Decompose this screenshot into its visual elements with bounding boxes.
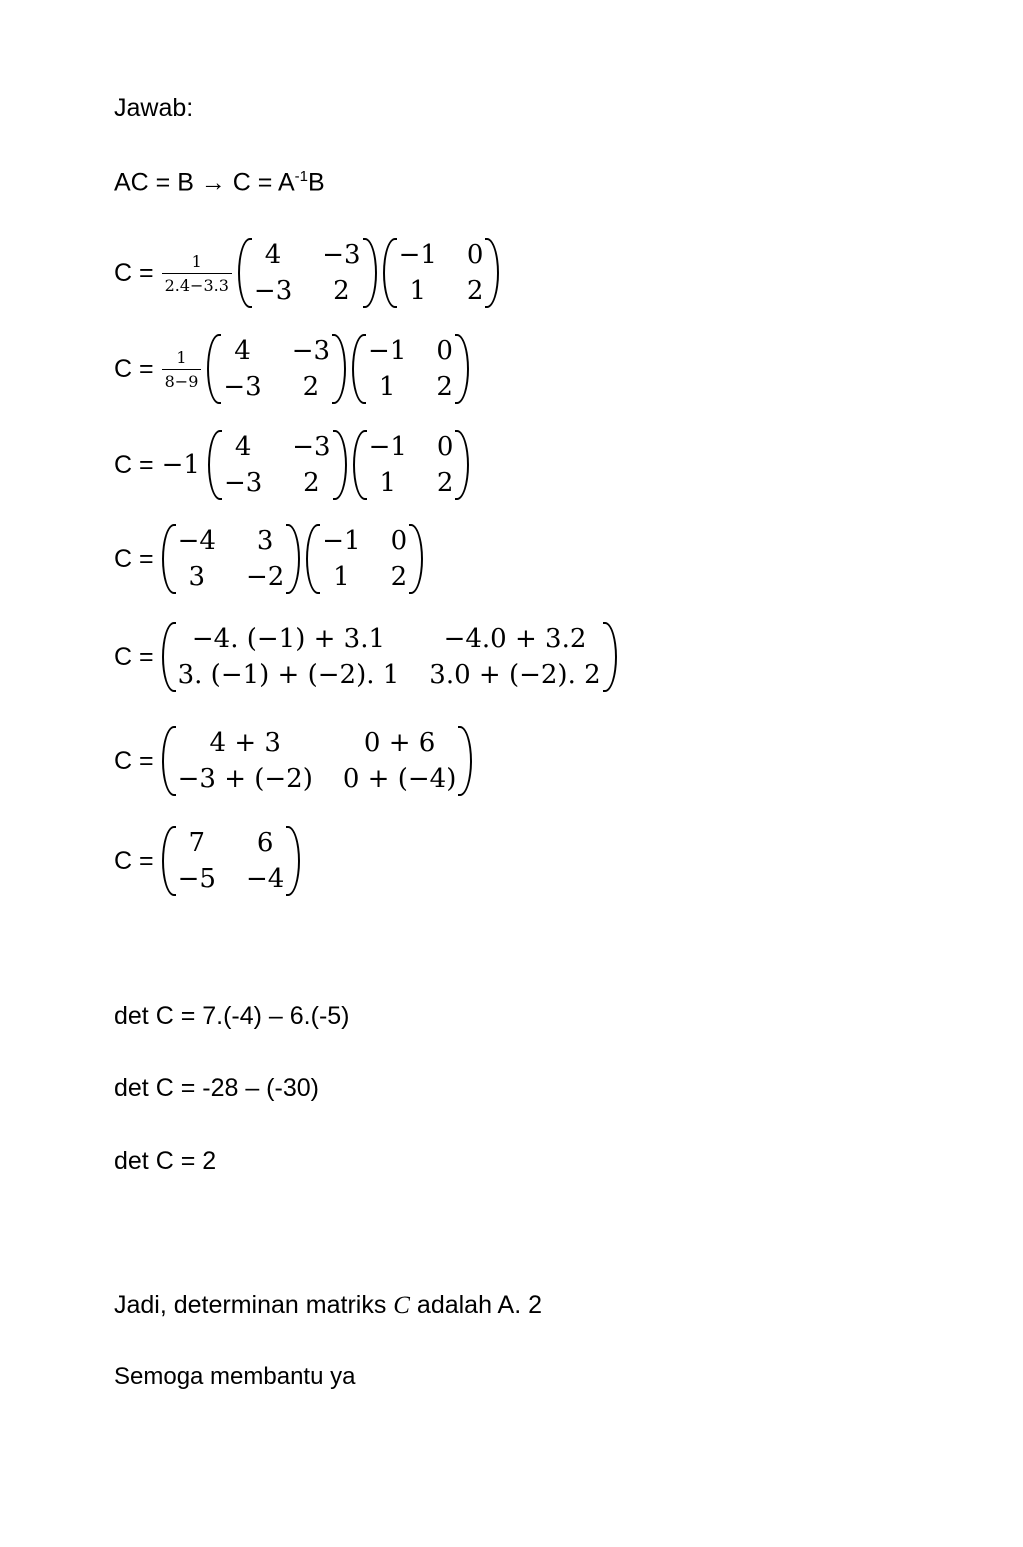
- matrix-cell: −1: [398, 240, 437, 270]
- heading-jawab: Jawab:: [114, 94, 194, 122]
- det-line-3: det C = 2: [114, 1147, 217, 1175]
- matrix-cell: 2: [390, 562, 408, 592]
- matrix-cell: 1: [333, 562, 350, 592]
- closing-note: Semoga membantu ya: [114, 1363, 356, 1390]
- matrix-c-result: [162, 826, 301, 896]
- matrix-cell: −3: [223, 468, 263, 498]
- matrix-cell: −1: [322, 526, 361, 556]
- fraction-denominator: 8−9: [162, 369, 202, 391]
- matrix-cell: 1: [409, 276, 426, 306]
- matrix-cell: −4: [177, 526, 216, 556]
- matrix-cell: −4.0 + 3.2: [443, 624, 587, 654]
- inverse-exponent: -1: [294, 168, 308, 185]
- matrix-cell: 3: [256, 526, 274, 556]
- conclusion-variable: C: [393, 1292, 410, 1319]
- matrix-a-adjugate: [238, 238, 377, 308]
- equation-ac-b: [114, 168, 325, 197]
- fraction-numerator: 1: [191, 251, 202, 271]
- c-equals: C =: [114, 450, 154, 479]
- matrix-cell: −3: [292, 432, 331, 462]
- matrix-cell: 6: [256, 828, 274, 858]
- matrix-product-simplified: [162, 726, 473, 796]
- conclusion-after: adalah A. 2: [409, 1291, 543, 1319]
- c-equals: C =: [114, 846, 154, 875]
- matrix-cell: 4 + 3: [209, 728, 281, 758]
- matrix-cell: −4. (−1) + 3.1: [191, 624, 386, 654]
- matrix-cell: 0: [466, 240, 484, 270]
- matrix-cell: 0 + 6: [363, 728, 436, 758]
- det-line-2: det C = -28 – (-30): [114, 1074, 319, 1102]
- matrix-cell: 3. (−1) + (−2). 1: [177, 660, 400, 690]
- step-1-equation: [114, 238, 505, 308]
- step-4-equation: [114, 524, 429, 594]
- matrix-cell: 4: [264, 240, 282, 270]
- equation-ac-rhs: B: [307, 168, 325, 197]
- matrix-cell: 4: [234, 432, 252, 462]
- matrix-cell: 4: [234, 336, 251, 366]
- matrix-cell: 7: [188, 828, 206, 858]
- matrix-a-adjugate: [208, 430, 347, 500]
- step-6-equation: [114, 726, 478, 796]
- fraction: [162, 348, 202, 391]
- matrix-cell: 2: [436, 372, 453, 402]
- matrix-cell: 0: [390, 526, 408, 556]
- matrix-a-adjugate: [207, 334, 346, 404]
- matrix-cell: −3: [322, 240, 361, 270]
- matrix-cell: 3.0 + (−2). 2: [429, 660, 601, 690]
- matrix-cell: 1: [378, 372, 396, 402]
- matrix-cell: 0 + (−4): [342, 764, 457, 794]
- equation-ac-lhs: AC = B → C = A: [114, 168, 295, 197]
- matrix-cell: 2: [333, 276, 350, 306]
- step-2-equation: [114, 334, 475, 404]
- fraction: [162, 252, 232, 295]
- matrix-cell: −3: [253, 276, 293, 306]
- c-equals: C =: [114, 642, 154, 671]
- c-equals: C =: [114, 354, 154, 383]
- matrix-cell: −4: [245, 864, 285, 894]
- fraction-numerator: 1: [176, 347, 187, 367]
- matrix-product-expanded: [162, 622, 617, 692]
- matrix-cell: 2: [436, 468, 454, 498]
- c-equals: C =: [114, 544, 154, 573]
- matrix-cell: 2: [466, 276, 484, 306]
- matrix-cell: 1: [379, 468, 397, 498]
- det-line-1: det C = 7.(-4) – 6.(-5): [114, 1002, 350, 1030]
- c-equals: C =: [114, 746, 154, 775]
- matrix-cell: −1: [368, 432, 407, 462]
- conclusion-before: Jadi, determinan matriks: [114, 1291, 394, 1319]
- step-5-equation: [114, 622, 623, 692]
- matrix-cell: −1: [368, 336, 407, 366]
- matrix-neg-adjugate: [162, 524, 301, 594]
- matrix-cell: 0: [436, 432, 454, 462]
- matrix-cell: 0: [436, 336, 453, 366]
- c-equals: C =: [114, 258, 154, 287]
- matrix-cell: −5: [177, 864, 216, 894]
- matrix-cell: 2: [302, 372, 320, 402]
- conclusion: [114, 1291, 542, 1320]
- scalar: −1: [161, 450, 200, 480]
- matrix-cell: −3 + (−2): [177, 764, 313, 794]
- matrix-b: [352, 334, 469, 404]
- matrix-b: [383, 238, 500, 308]
- step-7-equation: [114, 826, 306, 896]
- matrix-cell: −3: [291, 336, 331, 366]
- matrix-b: [353, 430, 470, 500]
- step-3-equation: [114, 430, 475, 500]
- matrix-cell: −2: [245, 562, 285, 592]
- matrix-b: [306, 524, 423, 594]
- matrix-cell: −3: [223, 372, 262, 402]
- fraction-denominator: 2.4−3.3: [162, 273, 232, 295]
- matrix-cell: 2: [303, 468, 320, 498]
- matrix-cell: 3: [188, 562, 206, 592]
